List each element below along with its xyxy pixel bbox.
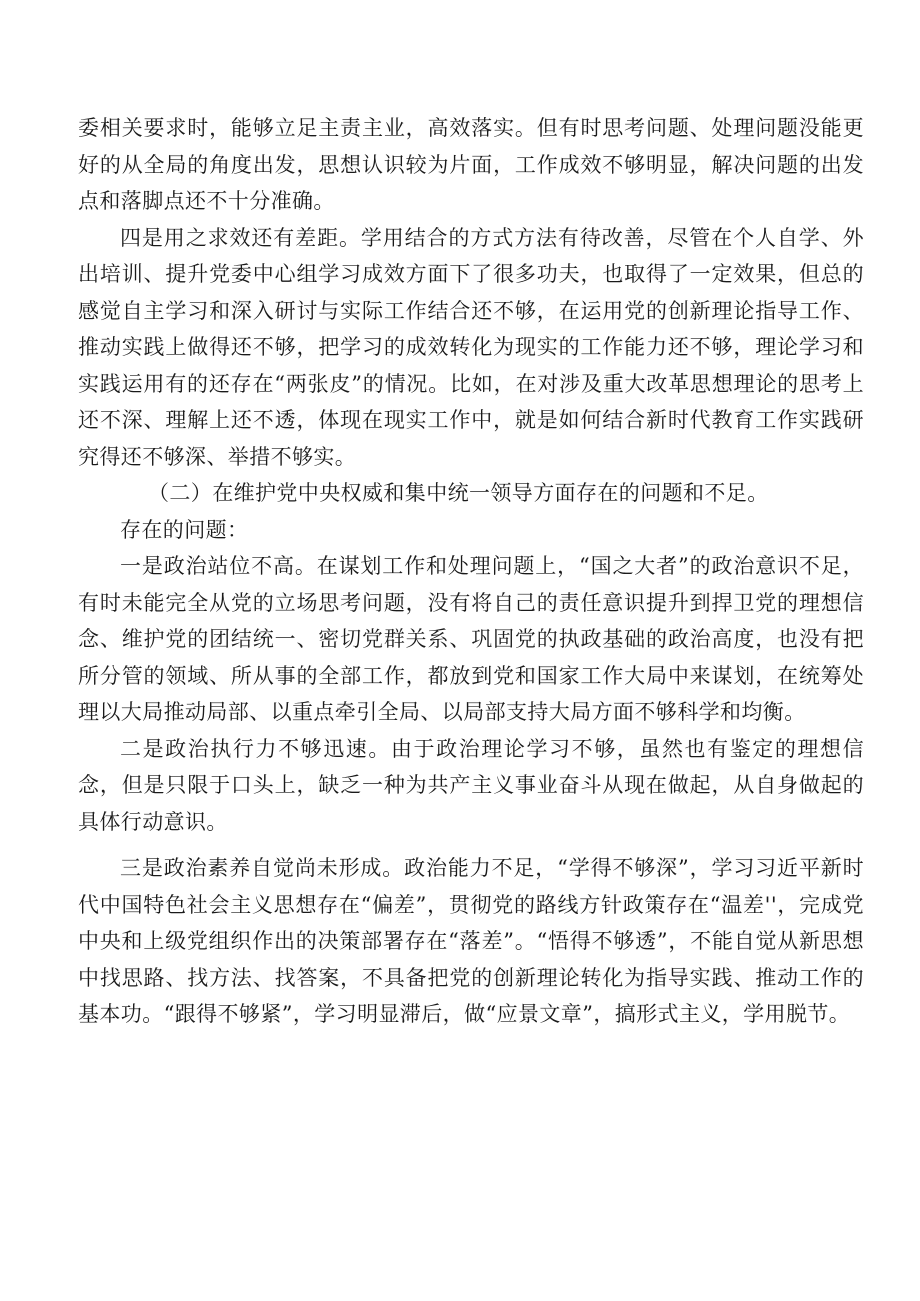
paragraph-point-four: 四是用之求效还有差距。学用结合的方式方法有待改善，尽管在个人自学、外出培训、提升党委中心组学习成效方面下了很多功夫，也取得了一定效果，但总的感觉自主学习和深入研讨与实际工作结合还不够，在运用党的创新理论指导工作、推动实践上做得还不够，把学习的成效转化为现实的工作能力还不够，理论学习和实践运用有的还存在“两张皮”的情况。比如，在对涉及重大改革思想理论的思考上还不深、理解上还不透，体现在现实工作中，就是如何结合新时代教育工作实践研究得还不够深、举措不够实。 [78,225,864,469]
paragraph-continuation: 委相关要求时，能够立足主责主业，高效落实。但有时思考问题、处理问题没能更好的从全局的角度出发，思想认识较为片面，工作成效不够明显，解决问题的出发点和落脚点还不十分准确。 [78,116,864,213]
paragraph-point-two: 二是政治执行力不够迅速。由于政治理论学习不够，虽然也有鉴定的理想信念，但是只限于口头上，缺乏一种为共产主义事业奋斗从现在做起，从自身做起的具体行动意识。 [78,736,864,834]
section-heading-two: （二）在维护党中央权威和集中统一领导方面存在的问题和不足。 [148,481,769,505]
document-body [78,110,864,1033]
problems-label: 存在的问题： [120,517,249,542]
paragraph-point-three: 三是政治素养自觉尚未形成。政治能力不足，“学得不够深”，学习习近平新时代中国特色社会主义思想存在“偏差”，贯彻党的路线方针政策存在“温差''，完成党中央和上级党组织作出的决策部署存在“落差”。“悟得不够透”，不能自觉从新思想中找思路、找方法、找答案，不具备把党的创新理论转化为指导实践、推动工作的基本功。“跟得不够紧”，学习明显滞后，做“应景文章”，搞形式主义，学用脱节。 [78,856,864,1026]
paragraph-point-one: 一是政治站位不高。在谋划工作和处理问题上，“国之大者”的政治意识不足，有时未能完全从党的立场思考问题，没有将自己的责任意识提升到捍卫党的理想信念、维护党的团结统一、密切党群关系、巩固党的执政基础的政治高度，也没有把所分管的领域、所从事的全部工作，都放到党和国家工作大局中来谋划，在统筹处理以大局推动局部、以重点牵引全局、以局部支持大局方面不够科学和均衡。 [78,554,864,724]
